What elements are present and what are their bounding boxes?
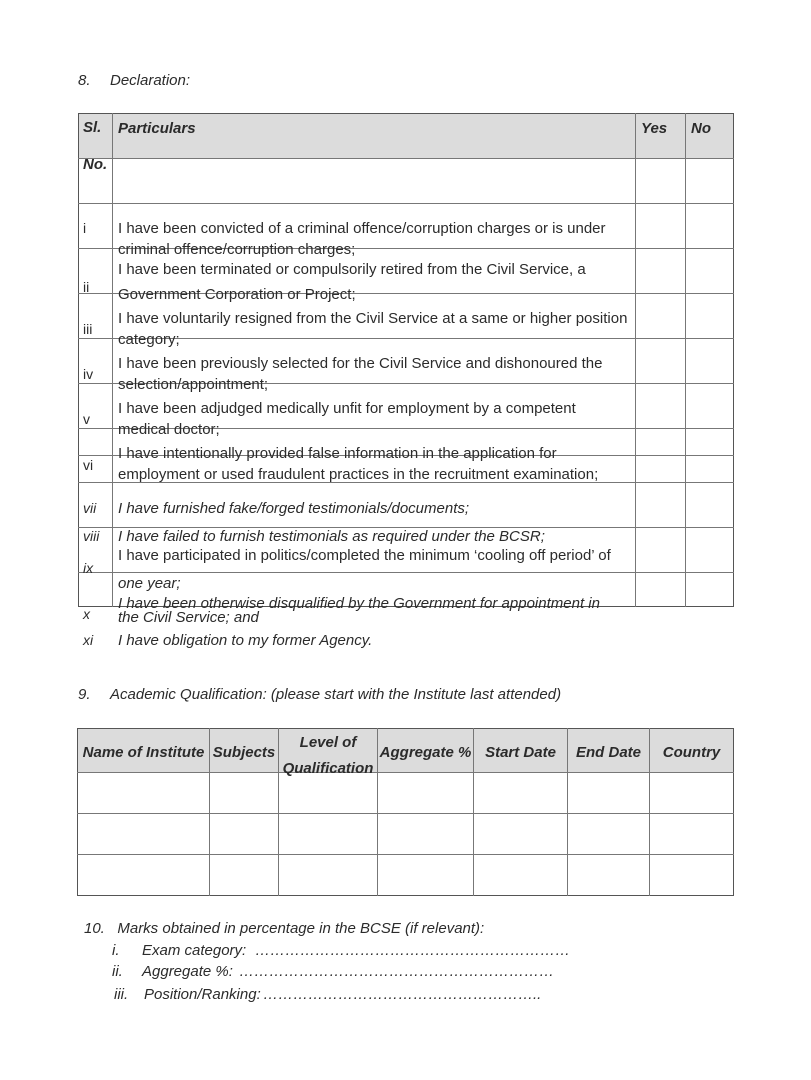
acad-header-qualification: Qualification bbox=[282, 760, 374, 777]
decl-row-sl: viii bbox=[83, 528, 100, 544]
decl-header-sl: Sl. bbox=[83, 119, 102, 136]
decl-header-particulars: Particulars bbox=[118, 120, 196, 137]
decl-row-line bbox=[78, 203, 734, 204]
decl-row-text: category; bbox=[118, 331, 180, 348]
decl-col-divider-particulars bbox=[635, 113, 636, 607]
decl-col-divider-yes bbox=[685, 113, 686, 607]
decl-row-sl: vi bbox=[83, 457, 94, 473]
decl-row-sl: ii bbox=[83, 279, 90, 295]
decl-row-text: I have obligation to my former Agency. bbox=[118, 632, 373, 649]
marks-item-label: Aggregate %: bbox=[142, 963, 233, 980]
marks-item-dots: ……………………………………………………… bbox=[255, 942, 570, 959]
decl-row-sl: iii bbox=[83, 321, 93, 337]
marks-item-dots: ……………………………………………………… bbox=[239, 963, 554, 980]
decl-row-sl: vii bbox=[83, 500, 97, 516]
acad-header-level: Level of bbox=[299, 734, 357, 751]
decl-row-text: I have intentionally provided false information in the application for bbox=[118, 445, 557, 462]
decl-row-sl: i bbox=[83, 220, 87, 236]
decl-header-no-col: No bbox=[691, 120, 711, 137]
decl-row-text: selection/appointment; bbox=[118, 376, 269, 393]
decl-row-line bbox=[78, 158, 734, 159]
marks-item-num: i. bbox=[112, 942, 120, 959]
section-9-heading bbox=[78, 686, 561, 703]
decl-row-text: Government Corporation or Project; bbox=[118, 286, 356, 303]
acad-header-country: Country bbox=[662, 744, 721, 761]
decl-row-text: I have failed to furnish testimonials as required under the BCSR; bbox=[118, 528, 545, 545]
decl-row-text: I have been adjudged medically unfit for employment by a competent bbox=[118, 400, 576, 417]
decl-row-text: medical doctor; bbox=[118, 421, 220, 438]
acad-header-institute: Name of Institute bbox=[82, 744, 205, 761]
decl-row-text: employment or used fraudulent practices in the recruitment examination; bbox=[118, 466, 599, 483]
decl-row-sl: x bbox=[83, 606, 90, 622]
section-8-title: Declaration: bbox=[110, 72, 191, 89]
marks-item-dots: ……………………………………………….. bbox=[263, 986, 542, 1003]
decl-row-sl: xi bbox=[83, 632, 94, 648]
acad-header-start-date: Start Date bbox=[485, 744, 556, 761]
section-10-heading: 10. Marks obtained in percentage in the BCSE (if relevant): bbox=[84, 920, 485, 937]
decl-row-text: I have been terminated or compulsorily retired from the Civil Service, a bbox=[118, 261, 586, 278]
section-8-heading bbox=[78, 72, 190, 89]
decl-header-no: No. bbox=[83, 156, 108, 173]
marks-item-label: Position/Ranking: bbox=[144, 986, 261, 1003]
marks-item-num: ii. bbox=[112, 963, 123, 980]
decl-row-text: the Civil Service; and bbox=[118, 609, 259, 626]
decl-row-text: one year; bbox=[118, 575, 181, 592]
acad-header-aggregate: Aggregate % bbox=[379, 744, 472, 761]
acad-col-divider bbox=[278, 728, 279, 896]
decl-row-text: I have been otherwise disqualified by the Government for appointment in bbox=[118, 595, 600, 612]
section-9-title: Academic Qualification: (please start with the Institute last attended) bbox=[110, 686, 562, 703]
decl-row-text: I have furnished fake/forged testimonials/documents; bbox=[118, 500, 470, 517]
decl-row-sl: iv bbox=[83, 366, 94, 382]
acad-header-end-date: End Date bbox=[575, 744, 641, 761]
acad-row-line bbox=[77, 772, 734, 773]
acad-row-line bbox=[77, 854, 734, 855]
section-8-number: 8. bbox=[78, 72, 91, 89]
decl-row-sl: v bbox=[83, 411, 90, 427]
decl-row-text: I have voluntarily resigned from the Civil Service at a same or higher position bbox=[118, 310, 628, 327]
decl-col-divider-sl bbox=[112, 113, 113, 607]
marks-item-num: iii. bbox=[114, 986, 129, 1003]
decl-row-text: I have participated in politics/completed the minimum ‘cooling off period’ of bbox=[118, 547, 611, 564]
section-9-number: 9. bbox=[78, 686, 91, 703]
acad-header-subjects: Subjects bbox=[212, 744, 276, 761]
marks-item-label: Exam category: bbox=[142, 942, 247, 959]
acad-row-line bbox=[77, 813, 734, 814]
decl-header-yes: Yes bbox=[641, 120, 668, 137]
decl-row-text: I have been previously selected for the Civil Service and dishonoured the bbox=[118, 355, 603, 372]
decl-row-sl: ix bbox=[83, 560, 94, 576]
decl-row-text: criminal offence/corruption charges; bbox=[118, 241, 356, 258]
decl-row-text: I have been convicted of a criminal offence/corruption charges or is under bbox=[118, 220, 606, 237]
